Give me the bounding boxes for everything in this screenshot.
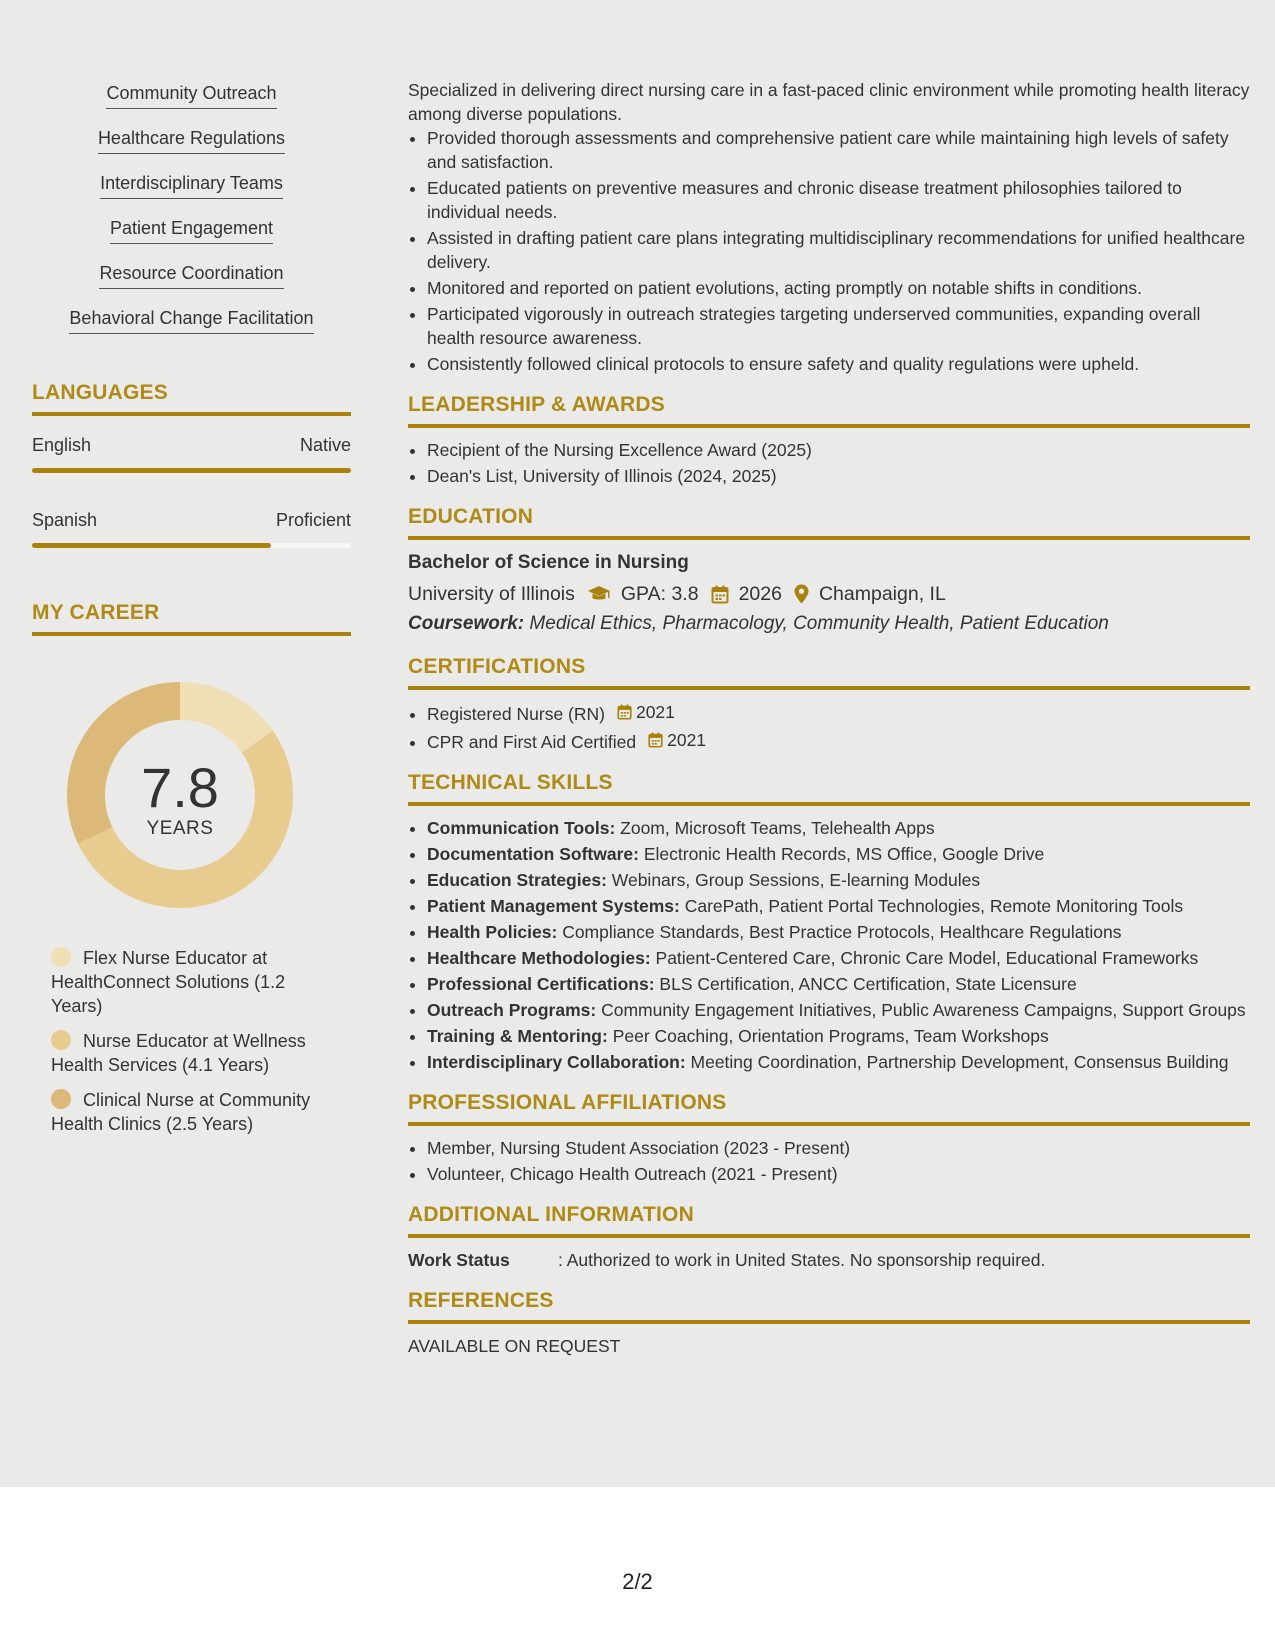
language-item (32, 509, 351, 548)
certifications-section (408, 654, 1250, 754)
location: Champaign, IL (818, 583, 946, 605)
education-section (408, 504, 1250, 638)
cert-year: 2021 (635, 702, 675, 722)
graduation-cap-icon (587, 585, 611, 603)
list-item: • Consistently followed clinical protocols to ensure safety and quality regulations were upheld. (427, 352, 1250, 376)
skill-tag: Resource Coordination (32, 262, 351, 307)
experience-section (408, 78, 1250, 376)
career-donut (65, 680, 295, 910)
career-total: 7.8 (141, 756, 219, 819)
technical-skills-section (408, 770, 1250, 1074)
legend-dot (51, 1030, 71, 1050)
career-title: MY CAREER (32, 600, 351, 636)
awards-section (408, 392, 1250, 488)
list-item: • Health Policies: Compliance Standards, Best Practice Protocols, Healthcare Regulations (427, 920, 1250, 944)
languages-title: LANGUAGES (32, 380, 351, 416)
references-section (408, 1288, 1250, 1358)
language-level: Native (299, 435, 351, 455)
language-bar-fill (32, 468, 351, 473)
list-item: • Patient Management Systems: CarePath, Patient Portal Technologies, Remote Monitoring Tools (427, 894, 1250, 918)
cert-year: 2021 (667, 730, 707, 750)
language-bar-fill (32, 543, 271, 548)
education-details (408, 580, 1250, 608)
list-item: • CPR and First Aid Certified 2021 (427, 728, 1250, 754)
skill-tag: Community Outreach (32, 82, 351, 127)
technical-skills-title: TECHNICAL SKILLS (408, 770, 1250, 806)
references-title: REFERENCES (408, 1288, 1250, 1324)
affiliations-section (408, 1090, 1250, 1186)
language-item (32, 434, 351, 473)
skill-tags (32, 82, 351, 352)
experience-summary: Specialized in delivering direct nursing care in a fast-paced clinic environment while promoting health literacy among diverse populations. (408, 80, 1250, 124)
left-column (32, 82, 351, 1147)
list-item: • Interdisciplinary Collaboration: Meeting Coordination, Partnership Development, Consensus Building (427, 1050, 1250, 1074)
skill-tag: Healthcare Regulations (32, 127, 351, 172)
additional-info-title: ADDITIONAL INFORMATION (408, 1202, 1250, 1238)
career-legend-item: Flex Nurse Educator at HealthConnect Solutions (1.2 Years) (51, 948, 286, 1016)
coursework: Coursework: Medical Ethics, Pharmacology, Community Health, Patient Education (408, 613, 1109, 634)
list-item: • Healthcare Methodologies: Patient-Centered Care, Chronic Care Model, Educational Frameworks (427, 946, 1250, 970)
list-item: • Communication Tools: Zoom, Microsoft Teams, Telehealth Apps (427, 816, 1250, 840)
certifications-title: CERTIFICATIONS (408, 654, 1250, 690)
career-legend (51, 946, 341, 1136)
awards-title: LEADERSHIP & AWARDS (408, 392, 1250, 428)
language-name: English (32, 435, 92, 455)
language-bar (32, 468, 351, 473)
list-item: • Member, Nursing Student Association (2023 - Present) (427, 1136, 1250, 1160)
list-item: • Participated vigorously in outreach strategies targeting underserved communities, expanding overall health resource awareness. (427, 302, 1250, 350)
additional-info-section (408, 1202, 1250, 1272)
list-item: • Monitored and reported on patient evolutions, acting promptly on notable shifts in conditions. (427, 276, 1250, 300)
list-item: • Documentation Software: Electronic Health Records, MS Office, Google Drive (427, 842, 1250, 866)
work-status: Work Status : Authorized to work in United States. No sponsorship required. (408, 1250, 1046, 1270)
list-item: • Assisted in drafting patient care plans integrating multidisciplinary recommendations for unified healthcare delivery. (427, 226, 1250, 274)
list-item: • Training & Mentoring: Peer Coaching, Orientation Programs, Team Workshops (427, 1024, 1250, 1048)
skill-tag: Behavioral Change Facilitation (32, 307, 351, 352)
experience-bullets (408, 126, 1250, 376)
gpa: GPA: 3.8 (620, 583, 699, 605)
career-legend-item: Nurse Educator at Wellness Health Services (4.1 Years) (51, 1031, 306, 1075)
calendar-icon (711, 585, 729, 604)
career-legend-item: Clinical Nurse at Community Health Clinics (2.5 Years) (51, 1090, 311, 1134)
references-text: AVAILABLE ON REQUEST (408, 1336, 621, 1356)
skill-tag: Interdisciplinary Teams (32, 172, 351, 217)
list-item: • Recipient of the Nursing Excellence Award (2025) (427, 438, 1250, 462)
legend-dot (51, 947, 71, 967)
list-item: • Professional Certifications: BLS Certification, ANCC Certification, State Licensure (427, 972, 1250, 996)
list-item: • Dean's List, University of Illinois (2024, 2025) (427, 464, 1250, 488)
school: University of Illinois (408, 583, 575, 605)
list-item: • Outreach Programs: Community Engagement Initiatives, Public Awareness Campaigns, Support Groups (427, 998, 1250, 1022)
affiliations-title: PROFESSIONAL AFFILIATIONS (408, 1090, 1250, 1126)
right-column (408, 78, 1250, 1358)
career-section (32, 600, 351, 1136)
career-unit: YEARS (146, 818, 214, 839)
list-item: • Provided thorough assessments and comprehensive patient care while maintaining high levels of safety and satisfaction. (427, 126, 1250, 174)
language-bar (32, 543, 351, 548)
degree: Bachelor of Science in Nursing (408, 552, 689, 573)
calendar-icon (648, 732, 663, 748)
list-item: • Registered Nurse (RN) 2021 (427, 700, 1250, 726)
list-item: • Educated patients on preventive measures and chronic disease treatment philosophies tailored to individual needs. (427, 176, 1250, 224)
language-name: Spanish (32, 510, 98, 530)
page-number: 2/2 (622, 1569, 653, 1594)
calendar-icon (617, 704, 632, 720)
list-item: • Education Strategies: Webinars, Group Sessions, E-learning Modules (427, 868, 1250, 892)
legend-dot (51, 1089, 71, 1109)
skill-tag: Patient Engagement (32, 217, 351, 262)
education-title: EDUCATION (408, 504, 1250, 540)
graduation-year: 2026 (738, 583, 782, 605)
map-pin-icon (794, 584, 809, 604)
languages-section (32, 380, 351, 548)
list-item: • Volunteer, Chicago Health Outreach (2021 - Present) (427, 1162, 1250, 1186)
language-level: Proficient (275, 510, 351, 530)
